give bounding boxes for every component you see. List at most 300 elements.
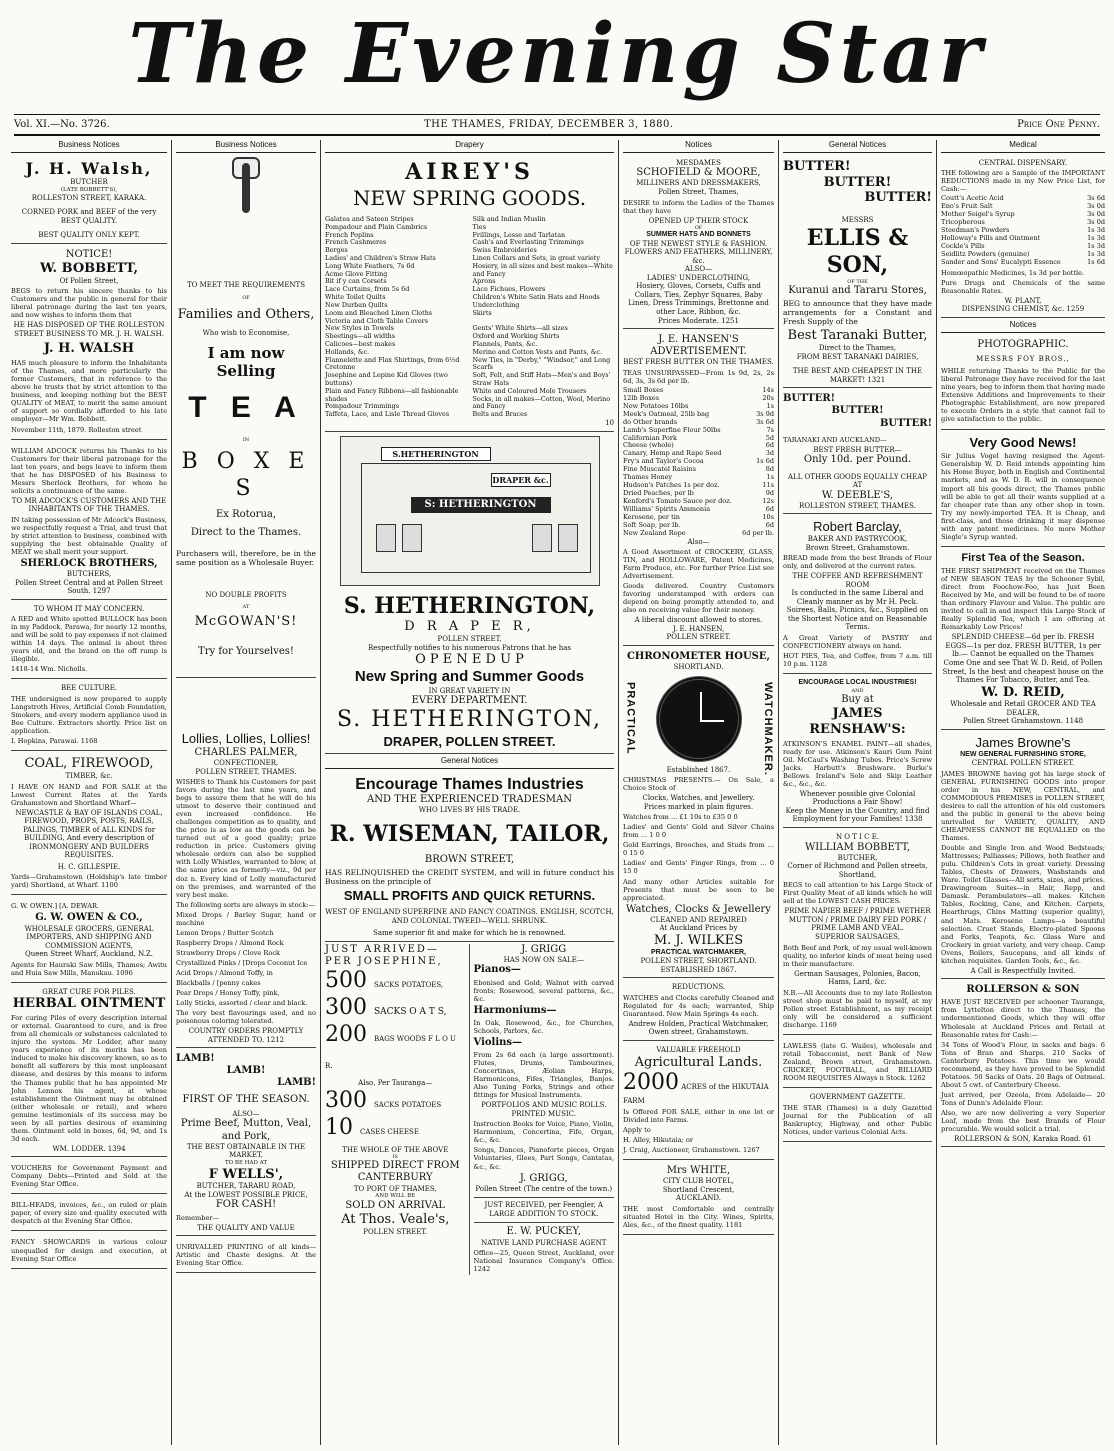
- ad-text: 200: [325, 1021, 367, 1047]
- ad-text: Is conducted in the same Liberal and Cleanly manner as by Mr H. Peck.: [791, 589, 924, 606]
- ad-title: WILLIAM BOBBETT,: [804, 841, 911, 853]
- item-name: Holloway's Pills and Ointment: [941, 233, 1041, 242]
- list-item: New Durban Quilts: [325, 300, 388, 309]
- ad-text: Queen Street Wharf, Auckland, N.Z.: [24, 950, 153, 959]
- ad-text: HAS NOW ON SALE—: [503, 955, 584, 964]
- airey-lists: [325, 216, 614, 419]
- ad-title: AIREY'S: [405, 158, 534, 185]
- ad-text: Mixed Drops / Barley Sugar, hand or machine: [176, 910, 316, 927]
- item-price: 9d: [765, 489, 774, 498]
- ad-title: Violins—: [473, 1036, 523, 1048]
- ad-text: Yards—Grahamstown (Holdship's late timber yard) Shortland, at Wharf. 1100: [11, 873, 167, 890]
- ad-text: A Good Assortment of CROCKERY, GLASS, TIN, and HOLLOWARE, Patent Medicines, Farm Produce, etc. For further Price List see Advertisement.: [623, 548, 774, 581]
- ad-text: AUCKLAND.: [676, 1194, 721, 1203]
- item-name: Steedman's Powders: [941, 226, 1010, 235]
- ad-text: 1418-14 Wm. Nicholls.: [11, 665, 88, 674]
- ad-text: THE FIRST SHIPMENT received on the Thames of NEW SEASON TEAS by the Schooner Sybil, direct from Foochow-Foo, has Just Been Received by Me, and will be found to be of more than ordinary Flavour and Value. The public are invited to call in and inspect this Large Stock of Really Splendid Tea, which I am offering at Remarkably Low Prices!: [941, 567, 1105, 632]
- section-header: Drapery: [325, 140, 614, 153]
- list-item: Flannels, Pants, &c.: [472, 339, 538, 348]
- list-item: New Ties, in "Derby," "Windsor," and Long Scarfs: [472, 355, 611, 372]
- ad-text: In Oak, Rosewood, &c., for Churches, Schools, Parlors, &c.: [473, 1018, 614, 1035]
- ad-deeble: [783, 390, 932, 514]
- list-item: Bit if y can Corsets: [325, 277, 387, 286]
- ad-text: SACKS O A T S,: [374, 1006, 447, 1017]
- ad-text: LADIES' UNDERCLOTHING,: [646, 273, 751, 282]
- ad-text: CANTERBURY: [357, 1172, 433, 1184]
- ad-text: Ex Rotorua,: [215, 508, 277, 520]
- price-list: [623, 387, 774, 538]
- ad-text: EVERY DEPARTMENT.: [411, 695, 528, 707]
- ad-text: POLLEN STREET,: [437, 635, 502, 644]
- ad-text: MESDAMES: [676, 158, 721, 167]
- ad-title: PHOTOGRAPHIC.: [977, 338, 1069, 350]
- column-rule: [320, 140, 321, 1445]
- list-item: Linen Collars and Sets, in great variety: [472, 254, 600, 263]
- list-item: Flannelette and Flax Shirtings, from 6½d: [325, 355, 460, 364]
- ad-text: NEWCASTLE & BAY OF ISLANDS COAL, FIREWOOD, PROPS, POSTS, RAILS, PALINGS, TIMBER of ALL KINDS for BUILDING, And every description of IRONMONGERY AND BUILDERS REQUISITES.: [15, 808, 163, 860]
- ad-dispensary: [941, 156, 1105, 318]
- newspaper-title: The Evening Star: [128, 6, 986, 102]
- ad-title: SMALL PROFITS AND QUICK RETURNS.: [343, 888, 596, 904]
- ad-text: Clocks, Watches, and Jewellery.: [642, 794, 755, 803]
- ad-title: DRAPER, POLLEN STREET.: [383, 734, 556, 750]
- item-price: 12s: [762, 496, 774, 505]
- ad-text: November 11th, 1879. Rolleston street: [11, 425, 142, 434]
- ad-text: 500: [325, 968, 367, 994]
- ad-title: J. H. Walsh,: [25, 158, 153, 178]
- ad-city-club: [623, 1162, 774, 1235]
- ad-title: G. W. OWEN & CO.,: [35, 912, 143, 924]
- ad-text: POLLEN STREET, THAMES.: [195, 767, 297, 776]
- ad-text: Buy at: [841, 693, 874, 705]
- ad-text: OF: [694, 225, 703, 232]
- ad-text: NATIVE LAND PURCHASE AGENT: [481, 1238, 607, 1247]
- list-item: Silk and Indian Muslin: [472, 214, 546, 223]
- ad-title: B O X E S: [181, 449, 311, 501]
- ad-lawless: [783, 1037, 932, 1088]
- ad-owen: [11, 897, 167, 982]
- ad-text: BAKER AND PASTRYCOOK,: [807, 535, 908, 544]
- ad-title: ELLIS & SON,: [806, 224, 909, 278]
- ad-coal: [11, 753, 167, 895]
- item-price: 1s 3d: [1087, 249, 1105, 258]
- ad-text: BEGS to call attention to his Large Stock of First Quality Meat of all kinds which he will sell at the LOWEST CASH PRICES.: [783, 881, 932, 906]
- ad-text: I HAVE ON HAND and FOR SALE at the Lowest Current Rates at the Yards Grahamstown and Shortland Wharf—: [11, 782, 167, 807]
- ad-text: ACRES of the HIKUTAIA FARM: [623, 1083, 769, 1106]
- ad-text: Pollen Street Central and at Pollen Street South. 1297: [15, 578, 163, 596]
- ad-title: BUTTER!: [783, 158, 851, 174]
- ad-text: WM. LODDER. 1394: [52, 1144, 126, 1153]
- item-name: Fine Muscatel Raisins: [623, 465, 696, 474]
- volume-number: Vol. XI.—No. 3726.: [14, 119, 110, 130]
- ad-text: BUTCHER, TARARU ROAD,: [196, 1182, 296, 1191]
- ad-title: CENTRAL DISPENSARY.: [978, 158, 1068, 167]
- ad-text: THE QUALITY AND VALUE: [197, 1223, 295, 1232]
- ad-title: Encourage Thames Industries: [355, 775, 584, 793]
- ad-text: Raspberry Drops / Almond Rock: [176, 938, 284, 947]
- ad-title: GREAT CURE FOR PILES.: [42, 987, 136, 996]
- ad-title: CHARLES PALMER,: [194, 746, 298, 758]
- item-price: 1s 3d: [1087, 241, 1105, 250]
- ad-renshaw: [783, 676, 932, 828]
- ad-text: 34 Tons of Wood's Flour, in sacks and bags. 6 Tons of Bran and Sharps. 210 Sacks of Canterbury Potatoes. This time we would recommend, as they have proved to be Splendid Potatoes. 50 Sacks of Oats. 20 Bags of Oatmeal. About 5 cwt. of Canterbury Cheese.: [941, 1040, 1105, 1089]
- list-item: Socks, in all makes—Cotton, Wool, Merino and Fancy: [472, 394, 611, 411]
- column-1: [8, 140, 170, 1445]
- ad-photographic: [941, 336, 1105, 430]
- ad-adcock: [11, 442, 167, 600]
- ad-title: S. HETHERINGTON,: [343, 592, 596, 619]
- ad-text: G. W. OWEN.] [A. DEWAR.: [11, 902, 100, 911]
- list-item: Loom and Bleached Linen Cloths: [325, 308, 433, 317]
- ad-text: OF THE NEWEST STYLE & FASHION.: [629, 239, 768, 248]
- ad-text: Prime Beef, Mutton, Veal, and Pork,: [180, 1118, 312, 1142]
- ad-text: WHILE returning Thanks to the Public for the liberal Patronage they have received for the last nine years, beg to inform them that having made Extensive Additions and Improvements to their Photographic Establishment, are now prepared to execute Orders in a style that cannot fail to give satisfaction to the public.: [941, 367, 1105, 424]
- ad-title: McGOWAN'S!: [194, 613, 298, 629]
- item-name: Lamb's Superfine Flour 50lbs: [623, 425, 721, 434]
- ad-text: Soirees, Balls, Picnics, &c., Supplied on the Shortest Notice and on Reasonable Terms.: [786, 606, 929, 632]
- ad-bee: [11, 681, 167, 751]
- ad-text: JAMES BROWNE having got his large stock of GENERAL FURNISHING GOODS into proper order in his NEW, CENTRAL, and COMMODIOUS PREMISES in POLLEN STREET, desires to call the attention of his old customers and the public in general to the above being unrivalled for VARIETY, QUALITY, AND CHEAPNESS CANNOT BE EQUALLED on the Thames.: [941, 769, 1105, 843]
- ad-text: CLEANED AND REPAIRED: [650, 915, 747, 924]
- item-name: Fry's and Taylor's Cocoa: [623, 457, 704, 466]
- ad-ellis: [783, 156, 932, 388]
- list-item: Oxford and Working Shirts: [472, 332, 560, 341]
- item-price: 1s: [766, 401, 774, 410]
- item-name: Williams' Spirits Ammonia: [623, 504, 711, 513]
- ad-title: BUTTER!: [823, 174, 892, 190]
- ad-title: J. E. HANSEN'S ADVERTISEMENT.: [650, 334, 747, 358]
- ad-title: T E A: [188, 391, 304, 425]
- list-item: Aprons: [472, 277, 496, 286]
- ad-text: ALL OTHER GOODS EQUALLY CHEAP AT: [787, 472, 927, 490]
- list-item: French Poplins: [325, 230, 374, 239]
- ad-text: ROLLESTON STREET, KARAKA.: [31, 193, 147, 202]
- list-item: Cretonne: [325, 363, 356, 372]
- ad-title: First Tea of the Season.: [961, 551, 1085, 564]
- ad-title: E. W. PUCKEY,: [474, 1222, 615, 1238]
- ad-text: Keep the Money in the Country, and find Employment for your Families! 1338: [785, 806, 930, 824]
- ad-text: DISPENSING CHEMIST, &c. 1259: [961, 305, 1085, 314]
- ad-text: FANCY SHOWCARDS in various colour unequalled for design and execution, at Evening Star Office: [11, 1238, 167, 1263]
- ad-wells: [176, 1050, 316, 1236]
- list-item: Hosiery, in all sizes and best makes—White and Fancy: [472, 261, 613, 278]
- section-header: General Notices: [325, 756, 614, 769]
- ad-billheads: [11, 1196, 167, 1231]
- ad-text: Shortland Crescent,: [662, 1185, 735, 1194]
- ad-text: JUST RECEIVED, per Feengler, A LARGE ADDITION TO STOCK.: [474, 1197, 615, 1218]
- ad-text: BILL-HEADS, invoices, &c., on ruled or plain paper, of every size and quality executed with despatch at the Evening Star Office.: [11, 1201, 167, 1226]
- ad-text: PRACTICAL WATCHMAKER,: [650, 948, 746, 956]
- ad-text: Lolly Sticks, assorted / clear and black.: [176, 998, 308, 1007]
- list-item: Gents' White Shirts—all sizes: [472, 324, 568, 333]
- ad-title: ENCOURAGE LOCAL INDUSTRIES!: [798, 679, 917, 687]
- list-item: Galatea and Sateen Stripes: [325, 214, 414, 223]
- ad-title: BEE CULTURE.: [60, 684, 118, 693]
- ad-text: CORNED PORK and BEEF of the very BEST QUALITY.: [21, 208, 157, 225]
- list-item: New Styles in Towels: [325, 324, 394, 333]
- ad-text: Andrew Holden, Practical Watchmaker, Owen street, Grahamstown.: [628, 1019, 769, 1037]
- ad-text: From 2s 6d each (a large assortment). Flutes, Drums, Tambourines, Concertinas, Æolian Harps, Harmonicons, Fifes, Triangles, Banjos. Also Tuning Forks, Strings and other fittings for Musical Instruments.: [473, 1051, 614, 1100]
- section-header: Business Notices: [11, 140, 167, 153]
- shop-sign-draper: DRAPER &c.: [492, 474, 549, 485]
- price: Price One Penny.: [1017, 119, 1100, 130]
- ad-text: Wholesale and Retail GROCER AND TEA DEALER,: [950, 700, 1096, 717]
- ad-text: German Sausages, Polonies, Bacon, Hams, Lard, &c.: [794, 969, 921, 987]
- ad-text: Purchasers will, therefore, be in the same position as a Wholesale Buyer.: [176, 549, 316, 568]
- ad-text: Same superior fit and make for which he is renowned.: [373, 929, 566, 938]
- ad-title: SHERLOCK BROTHERS,: [20, 557, 158, 569]
- item-name: Thames Honey: [623, 473, 673, 482]
- ad-text: Double and Single Iron and Wood Bedsteads; Mattresses; Palliasses; Pillows, both feather and pulu. Children's Cots in great variety. Dressing Tables, Chests of Drawers, Washstands and Ware. Toilet Glasses—All sorts, sizes, and prices. Drawingroom Suites—in Hair, Repp, and Damask. Perambulators—all makes. Kitchen Tables, Rocking, Cane, and Kitchen. Carpets, Hearthrugs, Chins Matting (superior quality), and Mats. Kerosene Lamps—a beautiful selection. Cruet Stands, Electro-plated Spoons and Forks, Teapots, &c. Glass Ware and Crockery in great variety, and very cheap. Camp Ovens, Boilers, Saucepans, and all kinds of kitchen requisites. Garden Tools, &c., &c.: [941, 844, 1105, 965]
- shop-sign-top: S.HETHERINGTON: [381, 447, 491, 461]
- ad-text: VOUCHERS for Government Payment and Company Debts—Printed and Sold at the Evening Star Office.: [11, 1164, 167, 1189]
- list-item: Belts and Braces: [472, 410, 528, 419]
- ad-hikutaia: [623, 1043, 774, 1160]
- ad-text: Gold Earrings, Brooches, and Studs from ... 0 15 0: [623, 841, 774, 858]
- dateline-bar: [14, 114, 1100, 136]
- side-label: WATCHMAKER.: [762, 681, 774, 776]
- ad-text: Prices Moderate. 1251: [658, 316, 739, 325]
- ad-title: W. BOBBETT,: [39, 260, 139, 276]
- ad-text: THE BEST AND CHEAPEST IN THE MARKET! 1321: [792, 367, 923, 384]
- item-name: Meek's Oatmeal, 25lb bag: [623, 409, 710, 418]
- ad-text: Pollen Street, Thames,: [658, 188, 739, 196]
- lower-ads: [325, 944, 614, 1275]
- ad-text: TEAS UNSURPASSED—From 1s 9d, 2s, 2s 6d, 3s, 3s 6d per lb.: [623, 368, 774, 385]
- ad-title: LAMB!: [226, 1065, 266, 1077]
- item-price: 8d: [765, 465, 774, 474]
- ad-text: 300: [325, 1087, 367, 1113]
- item-price: 3s 0d: [1087, 210, 1105, 219]
- ad-hetherington: [325, 590, 614, 754]
- ad-text: UNRIVALLED PRINTING of all kinds—Artistic and Chaste designs. At the Evening Star Office.: [176, 1243, 316, 1268]
- ad-text: Pollen Street (The centre of the town.): [475, 1184, 613, 1193]
- ad-text: N.B.—All Accounts due to my late Rolleston street shop must be paid to myself, at my Pollen street Establishment, as my receipt only will be considered a sufficient discharge. 1169: [783, 988, 932, 1029]
- ad-text: CHRISTMAS PRESENTS.— On Sale, a Choice Stock of: [623, 776, 774, 793]
- ad-text: Just arrived, per Ozeola, from Adelaide— 20 Tons of Dunn's Adelaide Flour.: [941, 1090, 1105, 1107]
- ad-text: A Call is Respectfully Invited.: [970, 966, 1076, 975]
- ad-text: FLOWERS AND FEATHERS, MILLINERY, &c.: [624, 248, 773, 265]
- ad-veale: [325, 944, 470, 1275]
- shop-sign-main: S: HETHERINGTON: [411, 497, 551, 513]
- ad-text: AND WILL BE: [375, 1193, 416, 1200]
- ad-title: Watches, Clocks & Jewellery: [626, 903, 771, 915]
- ad-text: HAVE JUST RECEIVED per schooner Tauranga, from Lyttelton direct to the Thames, the undermentioned Goods, which they will offer Wholesale at Auckland Prices and Retail at Reasonable rates for Cash:—: [941, 998, 1105, 1039]
- item-price: 14s: [762, 386, 774, 395]
- ad-text: WISHES to Thank his Customers for past favors during the last nine years, and begs to assure them that he will do his utmost to deserve their continued and even increased confidence. He challenges competition as to quality, and the price is as low as the goods can be turned out of a good quality; prize reduction in price. Customers giving wholesale orders can also be supplied with Lolly Whistles, warranted to blow, at the same price as formerly—viz., 9d per doz n. Every kind of Lolly manufactured on the premises, and warranted of the very best make.: [176, 778, 316, 899]
- ad-text: Also, we are now delivering a very Superior Loaf, made from the best Brands of Flour procurable. We would solicit a trial.: [941, 1108, 1105, 1133]
- ad-title: TO MR ADCOCK'S CUSTOMERS AND THE INHABITANTS OF THE THAMES.: [11, 496, 167, 514]
- ad-text: HAS much pleasure to inform the Inhabitants of the Thames, and more particularly the former Customers, that in reference to the above he trusts that by strict attention to the business, and keeping nothing but the BEST QUALITY of MEAT, to merit the same amount of support so cordially afforded to his late employer—Mr Wm. Bobbett.: [11, 359, 167, 424]
- ad-title: LAMB!: [176, 1053, 215, 1065]
- ad-text: THE STAR (Thames) is a duly Gazetted Journal for the Publication of all Bankruptcy, Highway, and other Public Notices, under various Colonial Acts.: [783, 1103, 932, 1136]
- item-price: 3s 6d: [1087, 194, 1105, 203]
- ad-title: W. D. REID,: [981, 684, 1065, 700]
- item-name: Californian Pork: [623, 433, 677, 442]
- ad-text: (LATE BOBBETT'S),: [60, 186, 118, 193]
- ad-text: FOR CASH!: [215, 1199, 277, 1211]
- list-item: Soft, Felt, and Stiff Hats—Men's and Boys': [472, 371, 611, 380]
- ad-text: ESTABLISHED 1867.: [660, 965, 737, 974]
- ad-text: OPENED UP THEIR STOCK: [648, 216, 749, 225]
- ad-gazette: [783, 1090, 932, 1142]
- ad-text: 300: [325, 994, 367, 1020]
- side-label: PRACTICAL: [624, 681, 637, 755]
- ad-text: A RED and White spotted BULLOCK has been in my Paddock, Parawa, for nearly 12 months, and will be sold to pay expenses if not claimed within 14 days. The animal is about three years old, and the brand on the off rump is illegible.: [11, 615, 167, 664]
- ad-rollerson: [941, 981, 1105, 1147]
- column-rule: [171, 140, 172, 1445]
- ad-text: Homœopathic Medicines, 1s 3d per bottle.: [941, 268, 1085, 277]
- item-name: Cheese (whole): [623, 441, 674, 450]
- ad-text: WILLIAM ADCOCK returns his Thanks to his Customers for their liberal patronage for the last ten years, and begs leave to inform them that he has DISPOSED of his Business to Messrs Sherlock Brothers, for whom he solicits a continuance of the same.: [11, 446, 167, 495]
- price-list: [941, 195, 1105, 266]
- item-price: 3s 0d: [1087, 218, 1105, 227]
- ad-text: BAGS WOODS F L O U R.: [325, 1034, 456, 1070]
- item-name: do Other brands: [623, 417, 678, 426]
- list-item: Children's White Satin Hats and Hoods: [472, 293, 600, 302]
- ad-title: REDUCTIONS.: [671, 983, 726, 992]
- ad-printing: [176, 1238, 316, 1273]
- ad-hansen: [623, 331, 774, 646]
- ad-text: IN GREAT VARIETY IN: [428, 686, 511, 695]
- ad-text: MILLINERS AND DRESSMAKERS,: [636, 179, 761, 188]
- list-item: White Toilet Quilts: [325, 293, 386, 302]
- list-item: Pompadour and Plain Cambrics: [325, 222, 428, 231]
- ad-text: Kuranui and Tararu Stores,: [788, 284, 927, 296]
- list-item: Long White Feathers, 7s 6d: [325, 261, 415, 270]
- price-row: [941, 259, 1105, 267]
- item-name: Sander and Sons' Eucalypti Essence: [941, 257, 1061, 266]
- list-item: Underclothing: [472, 300, 520, 309]
- ad-holden: [623, 980, 774, 1041]
- ad-text: POLLEN STREET, SHORTLAND.: [640, 957, 757, 966]
- qty-10: [325, 1115, 466, 1142]
- ad-text: AT: [242, 603, 250, 610]
- item-price: 3s 6d: [756, 417, 774, 426]
- ad-title: S. HETHERINGTON,: [336, 707, 603, 733]
- ad-text: Watches from ... £1 10s to £35 0 0: [623, 813, 738, 822]
- watch-icon: [656, 676, 742, 762]
- ad-title: Best Taranaki Butter,: [787, 328, 928, 344]
- list-item: Lace Curtains, from 5s 6d: [325, 285, 410, 294]
- ad-text: Corner of Richmond and Pollen streets, Shortland,: [787, 862, 928, 879]
- ad-title: W. DEEBLE'S,: [821, 489, 894, 501]
- ad-text: Direct to the Thames,: [818, 344, 897, 353]
- ad-text: Of Pollen Street,: [59, 276, 119, 285]
- list-item: Hollands, &c.: [325, 347, 370, 356]
- ad-text: Instruction Books for Voice, Piano, Violin, Harmonium, Concertina, Fife, Organ, &c., &c.: [473, 1120, 614, 1145]
- ad-text: CENTRAL POLLEN STREET.: [971, 759, 1075, 768]
- ad-text: BEST FRESH BUTTER—: [813, 445, 902, 454]
- qty-300b: [325, 1088, 466, 1115]
- ad-title: J. GRIGG,: [519, 1172, 568, 1184]
- ad-title: NEW GENERAL FURNISHING STORE,: [960, 750, 1086, 758]
- ad-title: Lollies, Lollies, Lollies!: [181, 731, 311, 747]
- ad-title: Robert Barclay,: [813, 519, 902, 535]
- ad-text: BEST QUALITY ONLY KEPT.: [38, 231, 140, 240]
- item-name: Coutt's Acetic Acid: [941, 194, 1004, 203]
- list-item: Ties: [472, 222, 486, 231]
- ad-title: SHIPPED DIRECT FROM: [330, 1160, 460, 1172]
- ad-title: N O T I C E.: [835, 832, 880, 841]
- ad-text: Crystallized Pinks / [Drops Coconut Ice: [176, 958, 308, 967]
- ad-text: CONFECTIONER,: [213, 759, 279, 768]
- item-name: Kenford's Tomato Sauce per doz.: [623, 496, 732, 505]
- ad-title: BUTTER!: [783, 393, 836, 405]
- ad-text: THE WHOLE OF THE ABOVE: [342, 1145, 449, 1154]
- ad-text: BREAD made from the best Brands of Flour only, and delivered at the current rates.: [783, 554, 932, 571]
- item-name: Mother Seigel's Syrup: [941, 210, 1015, 219]
- ad-concern: [11, 602, 167, 680]
- ad-title: TO WHOM IT MAY CONCERN.: [33, 604, 145, 613]
- item-price: 6d per lb.: [742, 528, 774, 537]
- ad-text: LAWLESS (late G. Wailes), wholesale and retail Tobacconist, next Bank of New Zealand, Brown street, Grahamstown. CRICKET, FOOTBALL, and BILLIARD ROOM REQUISITES Always n Stock. 1262: [783, 1041, 932, 1082]
- ad-text: TARANAKI AND AUCKLAND—: [783, 435, 887, 444]
- ad-text: PORTFOLIOS AND MUSIC ROLLS. PRINTED MUSIC.: [481, 1101, 607, 1118]
- list-item: Swiss Embroideries: [472, 246, 537, 255]
- item-name: Seidlitz Powders (genuine): [941, 249, 1030, 258]
- ad-text: BEG to announce that they have made arrangements for a Constant and Fresh Supply of the: [783, 298, 932, 327]
- ad-title: D R A P E R,: [404, 619, 535, 635]
- ad-text: Try for Yourselves!: [198, 645, 294, 657]
- ad-text: IN taking possession of Mr Adcock's Business, we respectfully request a Trial, and trust that by strict attention to business, combined with supplying the best obtainable Quality of MEAT we shall merit your support.: [11, 515, 167, 556]
- ad-text: Pollen Street Grahamstown. 1148: [962, 717, 1084, 726]
- ad-text: DESIRE to inform the Ladies of the Thames that they have: [623, 198, 774, 215]
- ad-text: HAS RELINQUISHED the CREDIT SYSTEM, and will in future conduct his Business on the principle of: [325, 867, 614, 887]
- ad-text: SUPERIOR SAUSAGES,: [815, 932, 900, 941]
- ad-text: IN: [242, 436, 250, 443]
- item-name: Canary, Hemp and Rape Seed: [623, 449, 722, 458]
- ad-text: BUTCHER: [70, 178, 108, 187]
- ad-title: New Spring and Summer Goods: [354, 668, 585, 686]
- list-item: Berges: [325, 246, 348, 255]
- item-name: New Potatoes 16lbs: [623, 401, 689, 410]
- ad-text: The following sorts are always in stock:—: [176, 900, 316, 909]
- column-rule: [618, 140, 619, 1445]
- airey-list-right: [473, 216, 615, 419]
- item-name: Kerosene, per tin: [623, 512, 680, 521]
- ad-text: The very best flavourings used, and no poisonous coloring tolerated.: [176, 1008, 316, 1025]
- item-price: 3d: [765, 449, 774, 458]
- ad-text: Goods delivered. Country Customers favoring understamped with orders can depend on being promptly attended to, and also on receiving value for their money.: [623, 582, 774, 615]
- column-2: [173, 140, 319, 1445]
- section-header: General Notices: [783, 140, 932, 153]
- shop-building: [361, 463, 591, 573]
- ad-text: And many other Articles suitable for Presents that must be seen to be appreciated.: [623, 877, 774, 902]
- masthead: [0, 0, 1114, 112]
- ad-text: Also, Per Tauranga—: [358, 1079, 433, 1088]
- column-4: [620, 140, 777, 1445]
- qty-200: [325, 1022, 466, 1076]
- ad-chronometer: [623, 648, 774, 978]
- item-price: 6d: [765, 520, 774, 529]
- ad-text: I. Hopkins, Parawai. 1168: [11, 737, 98, 746]
- column-rule: [936, 140, 937, 1445]
- ad-browne: [941, 732, 1105, 979]
- list-item: Straw Hats: [472, 379, 510, 388]
- ad-text: Apply to: [623, 1125, 651, 1134]
- ad-text: OF: [242, 295, 250, 302]
- ad-text: BROWN STREET,: [424, 853, 515, 865]
- ad-lollies: [176, 728, 316, 1048]
- ad-title: Harmoniums—: [473, 1004, 557, 1016]
- ad-text: POLLEN STREET.: [666, 633, 731, 642]
- ad-text: Also—: [687, 537, 710, 546]
- section-header: Medical: [941, 140, 1105, 153]
- list-item: Merino and Cotton Vests and Pants, &c.: [472, 347, 602, 356]
- ad-title: JAMES RENSHAW'S:: [809, 705, 906, 737]
- ad-bobbett-notice: [11, 246, 167, 440]
